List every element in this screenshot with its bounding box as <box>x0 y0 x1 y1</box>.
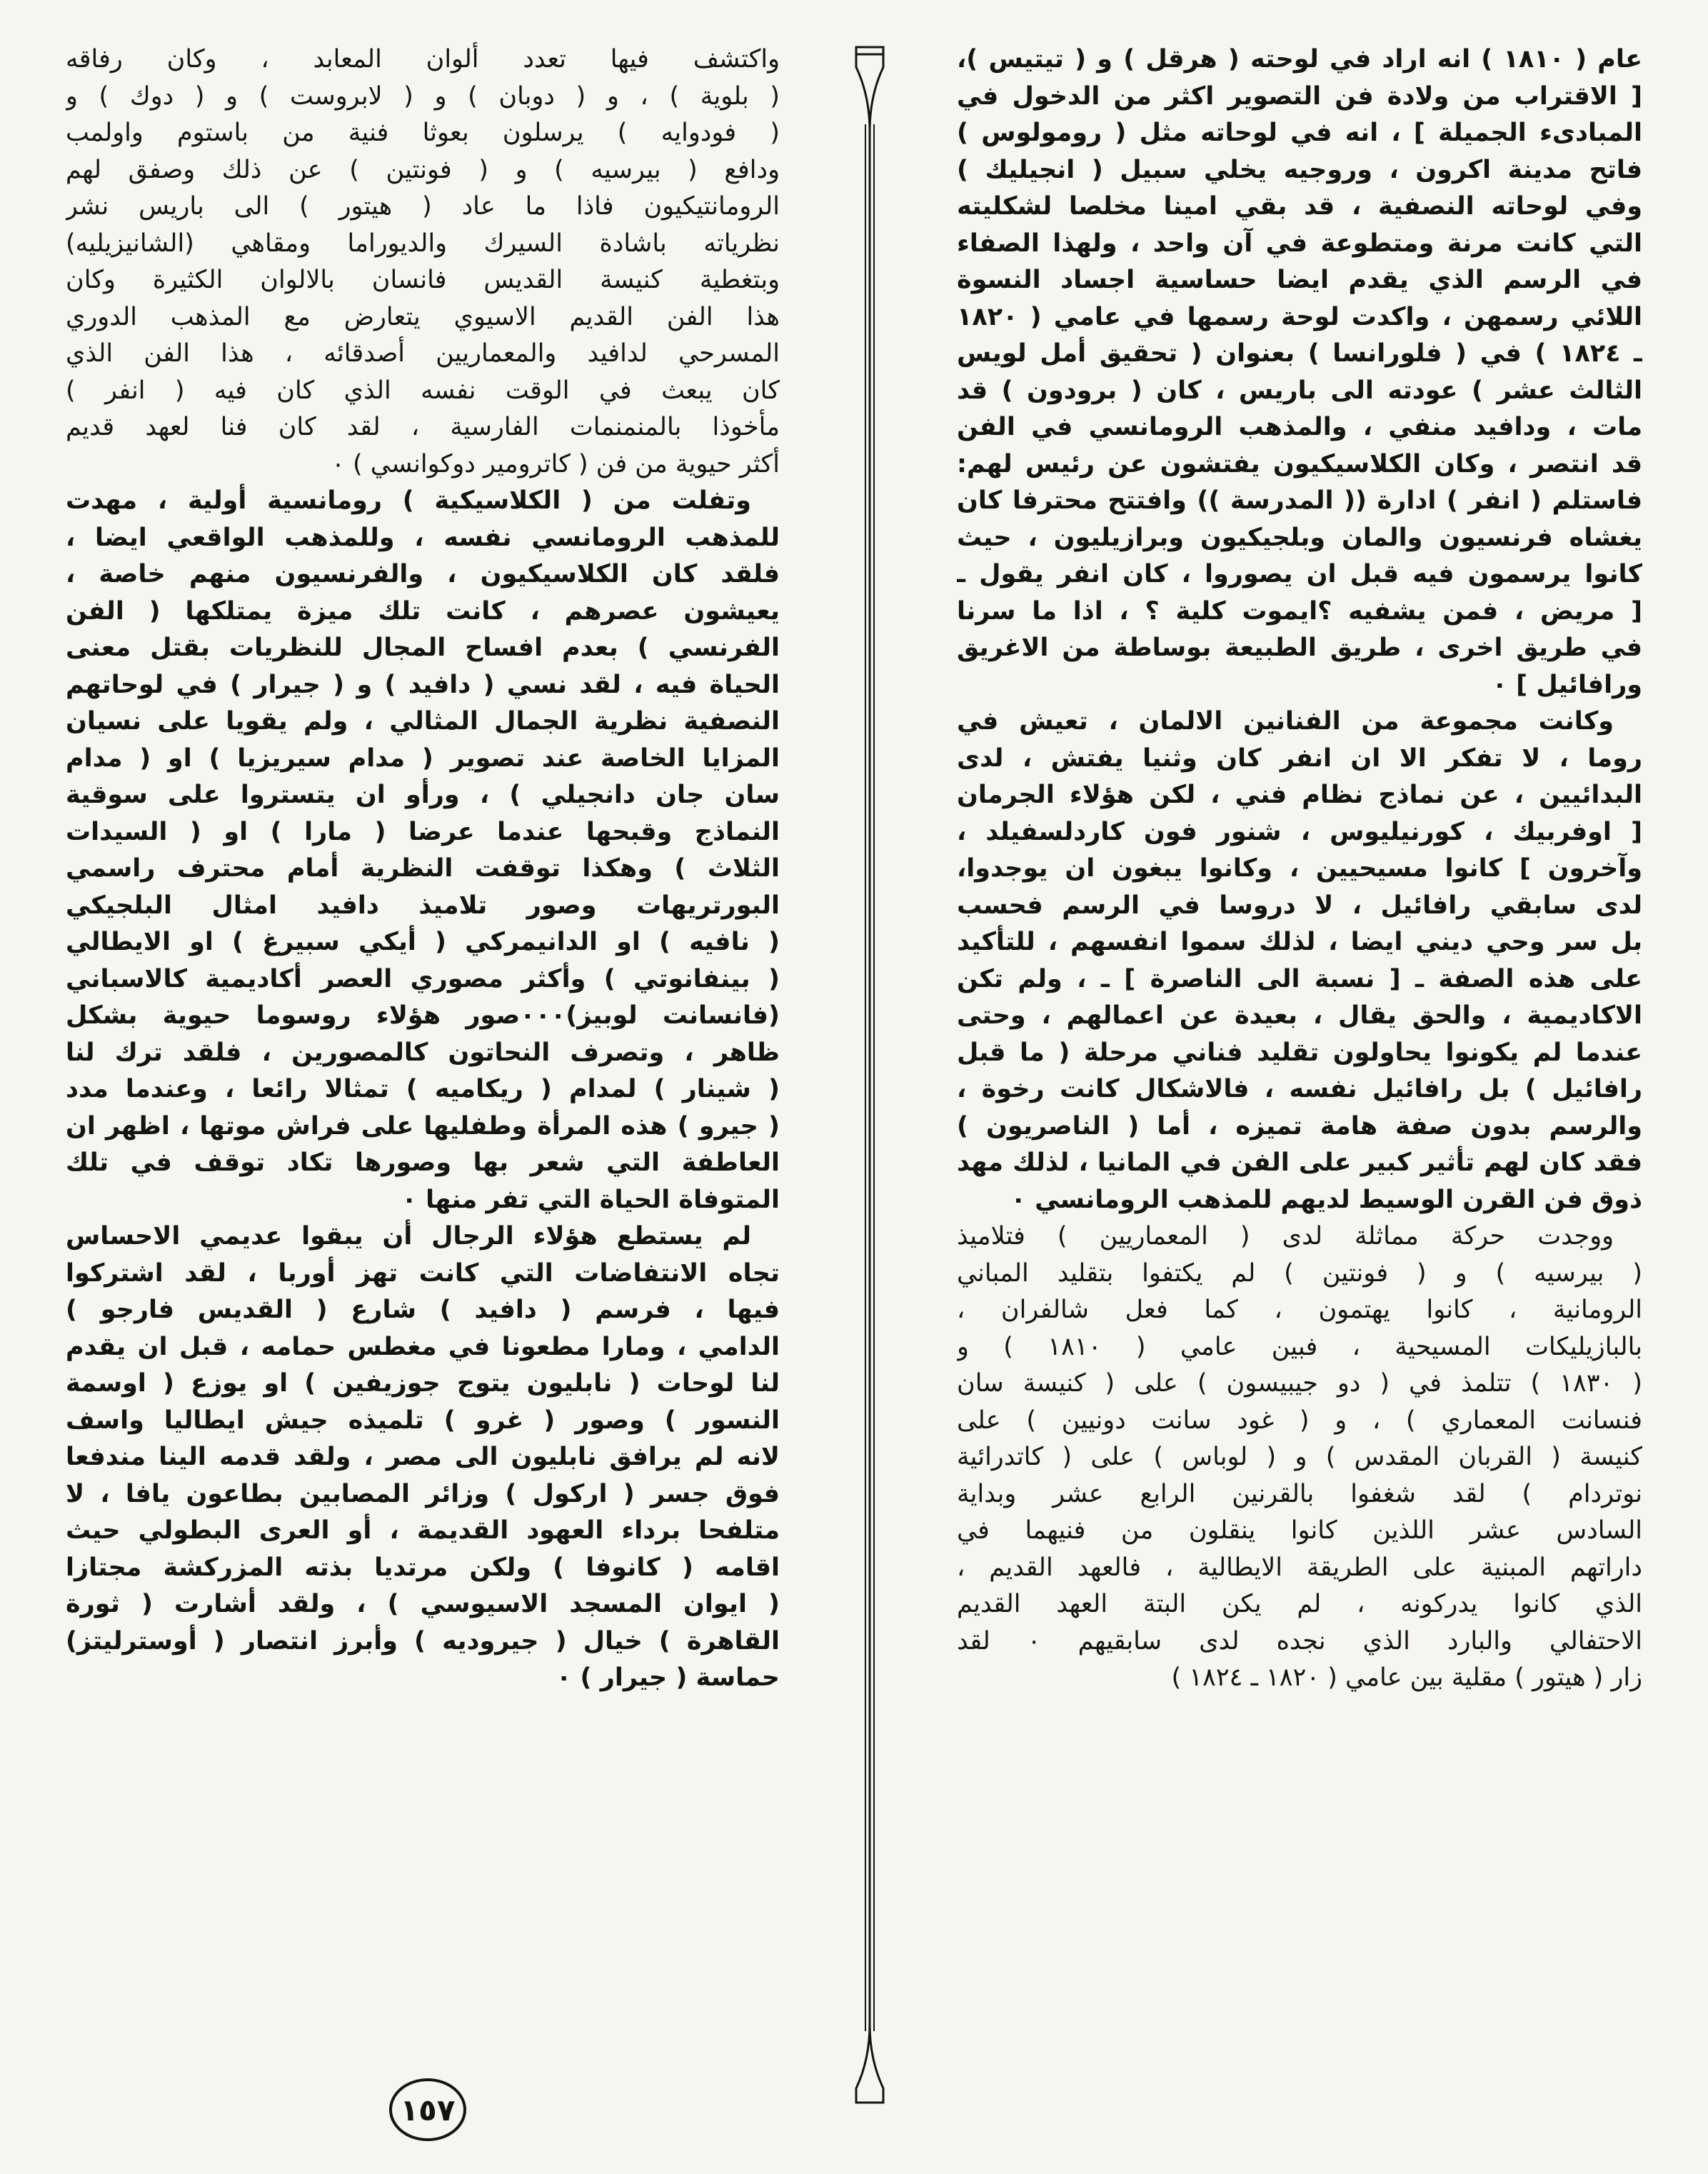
text-line: أكثر حيوية من فن ( كاترومير دوكوانسي ) ٠ <box>331 449 780 479</box>
text-line: المزايا الخاصة عند تصوير ( مدام سيريزيا ) او ( مدام <box>66 743 780 773</box>
text-line: يغشاه فرنسيون والمان وبلجيكيون وبرازيليون ، حيث <box>957 523 1642 552</box>
text-line: متلفحا برداء العهود القديمة ، أو العرى البطولي حيث <box>66 1516 780 1545</box>
text-line: ( بلوية ) ، و ( دوبان ) و ( لابروست ) و ( دوك ) و <box>66 81 780 111</box>
text-line: ( نافيه ) او الدانيمركي ( أيكي سبيرغ ) او الايطالي <box>66 928 780 956</box>
text-line: حماسة ( جيرار ) ٠ <box>556 1663 780 1692</box>
text-line: كنيسة ( القربان المقدس ) و ( لوباس ) على ( كاتدرائية <box>957 1443 1642 1471</box>
text-line: فاتح مدينة اكرون ، وروجيه يخلي سبيل ( انجيليك ) <box>957 155 1642 184</box>
text-line: مأخوذا بالمنمنمات الفارسية ، لقد كان فنا لعهد قديم <box>66 413 780 441</box>
text-line: البدائيين ، عن نماذج نظام فني ، لكن هؤلاء الجرمان <box>957 781 1642 809</box>
text-line: وآخرون ] كانوا مسيحيين ، وكانوا يبغون ان يوجدوا، <box>957 854 1642 883</box>
text-line: الذي كانوا يدركونه ، لم يكن البتة العهد القديم <box>957 1590 1642 1618</box>
text-line: التي كانت مرنة ومتطوعة في آن واحد ، ولهذا الصفاء <box>957 229 1642 258</box>
right-column <box>957 41 1642 2084</box>
text-line: بالبازيليكات المسيحية ، فبين عامي ( ١٨١٠ ) و <box>957 1332 1642 1361</box>
text-line: واكتشف فيها تعدد ألوان المعابد ، وكان رفاقه <box>66 45 780 74</box>
text-line: في الرسم الذي يقدم ايضا حساسية اجساد النسوة <box>957 266 1642 294</box>
paragraph <box>66 483 780 1218</box>
text-line: [ الاقتراب من ولادة فن التصوير اكثر من الدخول في <box>957 81 1642 111</box>
text-line: ( فودوايه ) يرسلون بعوثا فنية من باستوم واولمب <box>66 119 780 147</box>
left-column <box>66 41 780 2084</box>
text-line: اللائي رسمهن ، واكدت لوحة رسمها في عامي ( ١٨٢٠ <box>957 302 1642 331</box>
paragraph <box>957 703 1642 1218</box>
text-line: النماذج وقبحها عندما عرضا ( مارا ) او ( السيدات <box>66 817 780 846</box>
paragraph <box>66 1218 780 1697</box>
text-line: للمذهب الرومانسي نفسه ، وللمذهب الواقعي ايضا ، <box>66 523 780 552</box>
text-line: العاطفة التي شعر بها وصورها تكاد توقف في تلك <box>66 1148 780 1177</box>
text-line: ورافائيل ] ٠ <box>1492 670 1642 699</box>
text-line: الرومانتيكيون فاذا ما عاد ( هيتور ) الى باريس نشر <box>66 192 780 221</box>
text-line: البورتريهات وصور تلاميذ دافيد امثال البلجيكي <box>66 891 780 920</box>
text-line: المبادىء الجميلة ] ، انه في لوحاته مثل ( رومولوس ) <box>957 119 1642 147</box>
text-line: الاكاديمية ، والحق يقال ، بعيدة عن اعمالهم ، وحتى <box>957 1001 1642 1030</box>
text-line: المسرحي لدافيد والمعماريين أصدقائه ، هذا الفن الذي <box>66 339 780 368</box>
text-line: السادس عشر اللذين كانوا ينقلون من فنيهما في <box>957 1516 1642 1545</box>
text-line: على هذه الصفة ـ [ نسبة الى الناصرة ] ـ ، ولم تكن <box>957 964 1642 993</box>
text-line: روما ، لا تفكر الا ان انفر كان وثنيا يفتش ، لدى <box>957 743 1642 773</box>
text-line: النسور ) وصور ( غرو ) تلميذه جيش ايطاليا واسف <box>66 1406 780 1435</box>
text-line: وفي لوحاته النصفية ، قد بقي امينا مخلصا لشكليته <box>957 192 1642 221</box>
text-line: رافائيل ) بل رافائيل نفسه ، فالاشكال كانت رخوة ، <box>957 1075 1642 1103</box>
text-line: وكانت مجموعة من الفنانين الالمان ، تعيش في <box>957 707 1614 736</box>
text-line: فيها ، فرسم ( دافيد ) شارع ( القديس فارجو ) <box>66 1296 780 1324</box>
text-line: ( بينفانوتي ) وأكثر مصوري العصر أكاديمية كالاسباني <box>66 964 780 993</box>
text-line: فقد كان لهم تأثير كبير على الفن في المانيا ، لذلك مهد <box>957 1148 1642 1177</box>
text-line: كانوا يرسمون فيه قبل ان يصوروا ، كان انفر يقول ـ <box>957 560 1642 588</box>
text-line: ـ ١٨٢٤ ) في ( فلورانسا ) بعنوان ( تحقيق أمل لويس <box>957 339 1642 368</box>
page-number: ١٥٧ <box>389 2078 466 2141</box>
text-line: وتفلت من ( الكلاسيكية ) رومانسية أولية ، مهدت <box>66 486 751 515</box>
text-line: ( ايوان المسجد الاسيوسي ) ، ولقد أشارت ( ثورة <box>66 1590 780 1618</box>
text-line: ( ١٨٣٠ ) تتلمذ في ( دو جيبيسون ) على ( كنيسة سان <box>957 1369 1642 1398</box>
text-line: لانه لم يرافق نابليون الى مصر ، ولقد قدمه الينا مندفعا <box>66 1443 780 1471</box>
text-line: ظاهر ، وتصرف النحاتون كالمصورين ، فلقد ترك لنا <box>66 1038 780 1067</box>
paragraph <box>957 41 1642 703</box>
text-line: قد انتصر ، وكان الكلاسيكيون يفتشون عن رئيس لهم: <box>957 449 1642 479</box>
text-line: داراتهم المبنية على الطريقة الايطالية ، فالعهد القديم ، <box>957 1553 1642 1582</box>
text-line: في طريق اخرى ، طريق الطبيعة بوساطة من الاغريق <box>957 633 1642 662</box>
text-line: لم يستطع هؤلاء الرجال أن يبقوا عديمي الاحساس <box>66 1222 751 1251</box>
paragraph <box>66 41 780 483</box>
text-line: ( شينار ) لمدام ( ريكاميه ) تمثالا رائعا ، وعندما مدد <box>66 1075 780 1103</box>
text-line: بل سر وحي ديني ايضا ، لذلك سموا انفسهم ، للتأكيد <box>957 928 1642 956</box>
text-line: [ اوفربيك ، كورنيليوس ، شنور فون كاردلسفيلد ، <box>957 817 1642 846</box>
text-line: نوتردام ) لقد شغفوا بالقرنين الرابع عشر وبداية <box>957 1479 1642 1508</box>
text-line: زار ( هيتور ) مقلية بين عامي ( ١٨٢٠ ـ ١٨٢٤ ) <box>1171 1663 1642 1692</box>
text-line: ووجدت حركة مماثلة لدى ( المعماريين ) فتلاميذ <box>957 1222 1614 1251</box>
text-line: عندما لم يكونوا يحاولون تقليد فناني مرحلة ( ما قبل <box>957 1038 1642 1067</box>
text-line: ( جيرو ) هذه المرأة وطفليها على فراش موتها ، اظهر ان <box>66 1111 780 1141</box>
text-line: [ مريض ، فمن يشفيه ؟ايموت كلية ؟ ، اذا ما سرنا <box>957 596 1642 626</box>
text-line: فاستلم ( انفر ) ادارة (( المدرسة )) وافتتح محترفا كان <box>957 486 1642 515</box>
text-line: وبتغطية كنيسة القديس فانسان بالالوان الكثيرة وكان <box>66 266 780 294</box>
text-line: الثلاث ) وهكذا توقفت النظرية أمام محترف راسمي <box>66 854 780 883</box>
text-line: لدى سابقي رافائيل ، لا دروسا في الرسم فحسب <box>957 891 1642 920</box>
text-line: نظرياته باشادة السيرك والديوراما ومقاهي (الشانيزيليه) <box>66 229 780 258</box>
text-line: سان جان دانجيلي ) ، ورأو ان يتستروا على سوقية <box>66 781 780 809</box>
text-line: ودافع ( بيرسيه ) و ( فونتين ) عن ذلك وصفق لهم <box>66 155 780 184</box>
text-line: عام ( ١٨١٠ ) انه اراد في لوحته ( هرقل ) و ( تيتيس )، <box>957 45 1642 74</box>
text-line: النصفية نظرية الجمال المثالي ، ولم يقويا على نسيان <box>66 707 780 736</box>
text-line: الاحتفالي والبارد الذي نجده لدى سابقيهم ٠ لقد <box>957 1626 1642 1655</box>
text-line: مات ، ودافيد منفي ، والمذهب الرومانسي في الفن <box>957 413 1642 441</box>
text-line: الرومانية ، كانوا يهتمون ، كما فعل شالفران ، <box>957 1296 1642 1324</box>
text-line: يعيشون عصرهم ، كانت تلك ميزة يمتلكها ( الفن <box>66 596 780 626</box>
text-line: (فانسانت لوبيز)٠٠٠صور هؤلاء روسوما حيوية بشكل <box>66 1001 780 1030</box>
text-line: المتوفاة الحياة التي تفر منها ٠ <box>401 1185 780 1214</box>
text-line: الثالث عشر ) عودته الى باريس ، كان ( برودون ) قد <box>957 376 1642 405</box>
text-line: ذوق فن القرن الوسيط لديهم للمذهب الرومانسي ٠ <box>1010 1185 1642 1214</box>
text-line: الحياة فيه ، لقد نسي ( دافيد ) و ( جيرار ) في لوحاتهم <box>66 670 780 699</box>
text-line: الفرنسي ) بعدم افساح المجال للنظريات بقتل معنى <box>66 633 780 662</box>
text-line: تجاه الانتفاضات التي كانت تهز أوربا ، لقد اشتركوا <box>66 1258 780 1288</box>
text-line: القاهرة ) خيال ( جيروديه ) وأبرز انتصار ( أوسترليتز) <box>66 1626 780 1655</box>
text-line: الدامي ، ومارا مطعونا في مغطس حمامه ، قبل ان يقدم <box>66 1332 780 1361</box>
text-line: هذا الفن القديم الاسيوي يتعارض مع المذهب الدوري <box>66 302 780 331</box>
column-divider <box>854 46 885 2110</box>
text-line: ( بيرسيه ) و ( فونتين ) لم يكتفوا بتقليد المباني <box>957 1258 1642 1288</box>
text-line: فنسانت المعماري ) ، و ( غود سانت دونيين ) على <box>957 1406 1642 1435</box>
text-line: اقامه ( كانوفا ) ولكن مرتديا بذته المزركشة مجتازا <box>66 1553 780 1582</box>
text-line: والرسم بدون صفة هامة تميزه ، أما ( الناصريون ) <box>957 1111 1642 1141</box>
text-line: كان يبعث في الوقت نفسه الذي كان فيه ( انفر ) <box>66 376 780 405</box>
text-line: فلقد كان الكلاسيكيون ، والفرنسيون منهم خاصة ، <box>66 560 780 588</box>
text-line: فوق جسر ( اركول ) وزائر المصابين بطاعون يافا ، لا <box>66 1479 780 1508</box>
text-line: لنا لوحات ( نابليون يتوج جوزيفين ) او يوزع ( اوسمة <box>66 1369 780 1398</box>
paragraph <box>957 1218 1642 1697</box>
